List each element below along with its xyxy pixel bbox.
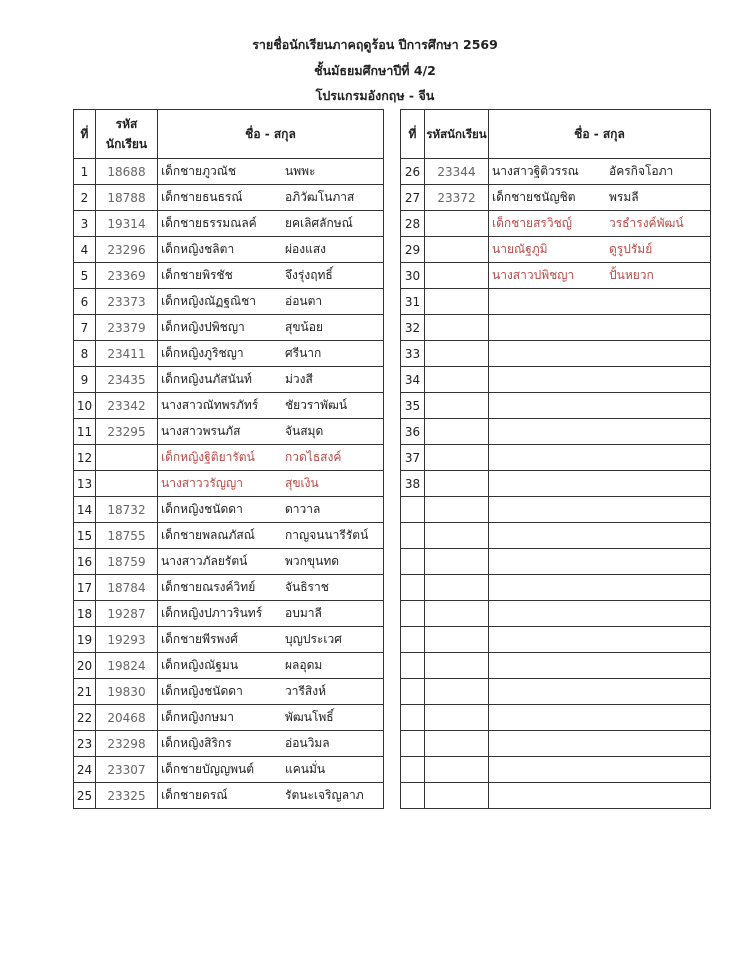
student-id: 18784 (96, 575, 158, 601)
row-number (401, 731, 425, 757)
table-row (74, 315, 384, 341)
first-name: เด็กชายบัญญพนต์ (161, 762, 255, 776)
student-id (425, 601, 489, 627)
table-row (401, 523, 711, 549)
table-row (74, 185, 384, 211)
table-header-row (74, 110, 384, 159)
first-name: เด็กหญิงฐิติยารัตน์ (161, 450, 255, 464)
row-number: 23 (74, 731, 96, 757)
table-row (401, 341, 711, 367)
student-id (425, 367, 489, 393)
row-number: 13 (74, 471, 96, 497)
row-number: 6 (74, 289, 96, 315)
table-row (74, 367, 384, 393)
row-number: 29 (401, 237, 425, 263)
row-number: 30 (401, 263, 425, 289)
student-id: 18688 (96, 159, 158, 185)
last-name: บุญประเวศ (285, 632, 342, 646)
first-name: เด็กชายชนัญชิต (492, 190, 576, 204)
student-id: 23342 (96, 393, 158, 419)
table-row (401, 549, 711, 575)
table-row (74, 679, 384, 705)
row-number: 25 (74, 783, 96, 809)
last-name: วารีสิงห์ (285, 684, 327, 698)
row-number: 34 (401, 367, 425, 393)
row-number: 10 (74, 393, 96, 419)
student-id: 18788 (96, 185, 158, 211)
first-name: เด็กหญิงณัฐมน (161, 658, 239, 672)
row-number: 38 (401, 471, 425, 497)
student-name (158, 471, 384, 497)
student-name (158, 575, 384, 601)
student-name (158, 367, 384, 393)
student-id: 23411 (96, 341, 158, 367)
student-id (96, 471, 158, 497)
first-name: เด็กหญิงนภัสนันท์ (161, 372, 252, 386)
student-name (489, 315, 711, 341)
student-id: 23435 (96, 367, 158, 393)
student-id: 23369 (96, 263, 158, 289)
table-header-row (401, 110, 711, 159)
student-name (489, 471, 711, 497)
student-id: 19287 (96, 601, 158, 627)
first-name: เด็กหญิงสิริกร (161, 736, 232, 750)
student-name (489, 211, 711, 237)
student-name (158, 315, 384, 341)
last-name: สุขเงิน (285, 476, 319, 490)
table-row (401, 783, 711, 809)
student-name (158, 445, 384, 471)
table-row (74, 497, 384, 523)
student-id: 18759 (96, 549, 158, 575)
row-number: 8 (74, 341, 96, 367)
table-row (401, 679, 711, 705)
student-name (489, 783, 711, 809)
student-id (425, 757, 489, 783)
student-id (425, 627, 489, 653)
student-id (425, 575, 489, 601)
last-name: ชัยวราพัฒน์ (285, 398, 348, 412)
student-name (158, 783, 384, 809)
student-name (489, 627, 711, 653)
student-id (425, 289, 489, 315)
last-name: ม่วงสี (285, 372, 313, 386)
first-name: เด็กหญิงปพิชญา (161, 320, 245, 334)
row-number: 14 (74, 497, 96, 523)
student-name (489, 445, 711, 471)
student-name (489, 705, 711, 731)
header-student-id: รหัสนักเรียน (425, 110, 489, 159)
last-name: ดาวาล (285, 502, 321, 516)
student-name (158, 289, 384, 315)
first-name: นางสาวภัลยรัตน์ (161, 554, 248, 568)
row-number: 15 (74, 523, 96, 549)
first-name: นางสาวฐิติวรรณ (492, 164, 579, 178)
student-name (489, 757, 711, 783)
student-id: 23296 (96, 237, 158, 263)
row-number: 19 (74, 627, 96, 653)
table-row (401, 289, 711, 315)
table-row (74, 731, 384, 757)
row-number: 31 (401, 289, 425, 315)
header-no: ที่ (74, 110, 96, 159)
student-id: 23372 (425, 185, 489, 211)
student-name (158, 549, 384, 575)
last-name: วรธำรงค์พัฒน์ (609, 216, 684, 230)
student-id (425, 653, 489, 679)
row-number (401, 679, 425, 705)
student-id: 23325 (96, 783, 158, 809)
row-number: 11 (74, 419, 96, 445)
first-name: เด็กชายสรวิชญ์ (492, 216, 572, 230)
student-name (158, 211, 384, 237)
table-row (74, 549, 384, 575)
row-number (401, 653, 425, 679)
last-name: รัตนะเจริญลาภ (285, 788, 364, 802)
table-body (74, 159, 384, 809)
student-name (489, 237, 711, 263)
student-id (425, 471, 489, 497)
student-id (425, 263, 489, 289)
student-id: 18755 (96, 523, 158, 549)
row-number (401, 627, 425, 653)
table-row (401, 731, 711, 757)
row-number: 9 (74, 367, 96, 393)
student-name (489, 159, 711, 185)
student-id: 23295 (96, 419, 158, 445)
last-name: อภิวัฒโนภาส (285, 190, 355, 204)
first-name: เด็กหญิงชลิตา (161, 242, 235, 256)
last-name: พวกขุนทด (285, 554, 340, 568)
document-title: รายชื่อนักเรียนภาคฤดูร้อน ปีการศึกษา 2569 (252, 37, 498, 52)
table-row (74, 757, 384, 783)
student-id: 19824 (96, 653, 158, 679)
header-student-id: รหัส นักเรียน (96, 110, 158, 159)
row-number: 33 (401, 341, 425, 367)
student-name (158, 731, 384, 757)
student-id (425, 705, 489, 731)
row-number: 12 (74, 445, 96, 471)
student-id (425, 549, 489, 575)
student-id: 23307 (96, 757, 158, 783)
student-name (158, 757, 384, 783)
table-row (401, 471, 711, 497)
table-row (74, 289, 384, 315)
class-level: ชั้นมัธยมศึกษาปีที่ 4/2 (314, 62, 436, 78)
row-number (401, 549, 425, 575)
table-row (74, 237, 384, 263)
row-number: 37 (401, 445, 425, 471)
row-number: 22 (74, 705, 96, 731)
student-name (158, 237, 384, 263)
table-row (74, 393, 384, 419)
last-name: ผ่องแสง (285, 242, 327, 256)
table-row (74, 783, 384, 809)
first-name: เด็กชายพิรชัช (161, 268, 233, 282)
row-number: 35 (401, 393, 425, 419)
document-header (0, 32, 750, 109)
row-number: 2 (74, 185, 96, 211)
last-name: ดูรูปรัมย์ (609, 242, 653, 256)
row-number: 36 (401, 419, 425, 445)
first-name: นางสาวพรนภัส (161, 424, 241, 438)
table-row (401, 211, 711, 237)
table-row (401, 445, 711, 471)
student-id (425, 393, 489, 419)
student-name (489, 731, 711, 757)
last-name: อ่อนวิมล (285, 736, 330, 750)
last-name: พัฒนโพธิ์ (285, 710, 334, 724)
first-name: นางสาวปพิชญา (492, 268, 575, 282)
table-row (74, 601, 384, 627)
student-id: 23373 (96, 289, 158, 315)
student-table-left (73, 109, 384, 809)
header-name: ชื่อ - สกุล (158, 110, 384, 159)
student-name (489, 341, 711, 367)
table-row (74, 471, 384, 497)
row-number (401, 601, 425, 627)
student-name (489, 263, 711, 289)
first-name: เด็กชายณรงค์วิทย์ (161, 580, 256, 594)
last-name: จันสมุด (285, 424, 324, 438)
first-name: เด็กหญิงกษมา (161, 710, 234, 724)
table-row (401, 497, 711, 523)
student-name (489, 653, 711, 679)
first-name: นางสาวณัทพรภัทร์ (161, 398, 259, 412)
row-number: 32 (401, 315, 425, 341)
first-name: เด็กชายพีรพงศ์ (161, 632, 238, 646)
table-row (401, 185, 711, 211)
row-number: 5 (74, 263, 96, 289)
row-number: 16 (74, 549, 96, 575)
row-number: 28 (401, 211, 425, 237)
student-name (489, 289, 711, 315)
table-row (74, 445, 384, 471)
student-name (489, 523, 711, 549)
header-no: ที่ (401, 110, 425, 159)
student-name (489, 367, 711, 393)
last-name: ศรีนาก (285, 346, 322, 360)
row-number: 26 (401, 159, 425, 185)
table-row (401, 705, 711, 731)
table-row (401, 237, 711, 263)
row-number: 17 (74, 575, 96, 601)
row-number: 1 (74, 159, 96, 185)
table-row (74, 263, 384, 289)
row-number: 27 (401, 185, 425, 211)
row-number: 18 (74, 601, 96, 627)
row-number (401, 705, 425, 731)
student-id (425, 211, 489, 237)
program-name: โปรแกรมอังกฤษ - จีน (315, 88, 435, 103)
student-name (158, 393, 384, 419)
first-name: เด็กหญิงณัฏฐณิชา (161, 294, 256, 308)
student-id: 18732 (96, 497, 158, 523)
table-row (401, 757, 711, 783)
student-name (158, 627, 384, 653)
first-name: เด็กชายพลณภัสณ์ (161, 528, 255, 542)
table-body (401, 159, 711, 809)
row-number (401, 575, 425, 601)
student-name (489, 549, 711, 575)
first-name: เด็กชายธนธรณ์ (161, 190, 243, 204)
student-name (158, 263, 384, 289)
table-row (74, 575, 384, 601)
student-name (489, 393, 711, 419)
table-row (401, 575, 711, 601)
student-name (489, 419, 711, 445)
table-row (401, 263, 711, 289)
row-number: 24 (74, 757, 96, 783)
student-id (425, 497, 489, 523)
row-number (401, 523, 425, 549)
last-name: กวดไธสงค์ (285, 450, 342, 464)
table-row (74, 653, 384, 679)
table-row (74, 419, 384, 445)
table-row (401, 627, 711, 653)
last-name: อบมาลี (285, 606, 322, 620)
student-id: 19830 (96, 679, 158, 705)
last-name: จึงรุ่งฤทธิ์ (285, 268, 333, 282)
student-name (489, 185, 711, 211)
row-number: 21 (74, 679, 96, 705)
student-name (489, 679, 711, 705)
last-name: นพพะ (285, 164, 316, 178)
table-row (401, 315, 711, 341)
student-id: 19314 (96, 211, 158, 237)
row-number (401, 783, 425, 809)
student-name (158, 523, 384, 549)
student-id: 23344 (425, 159, 489, 185)
row-number (401, 757, 425, 783)
student-id (425, 315, 489, 341)
student-name (158, 679, 384, 705)
first-name: เด็กชายธรรมณลค์ (161, 216, 257, 230)
first-name: เด็กหญิงปภาวรินทร์ (161, 606, 263, 620)
last-name: สุขน้อย (285, 320, 323, 334)
student-name (158, 341, 384, 367)
student-name (489, 575, 711, 601)
table-row (74, 341, 384, 367)
student-id: 23379 (96, 315, 158, 341)
student-id (96, 445, 158, 471)
first-name: นายณัฐภูมิ (492, 242, 548, 256)
first-name: นางสาววรัญญา (161, 476, 243, 490)
last-name: ยคเลิศลักษณ์ (285, 216, 353, 230)
first-name: เด็กหญิงชนัดดา (161, 684, 243, 698)
student-id: 23298 (96, 731, 158, 757)
student-id (425, 731, 489, 757)
first-name: เด็กหญิงชนัดดา (161, 502, 243, 516)
student-table-right (400, 109, 711, 809)
table-row (74, 705, 384, 731)
student-name (158, 419, 384, 445)
student-name (158, 497, 384, 523)
student-name (158, 185, 384, 211)
table-row (401, 601, 711, 627)
row-number: 3 (74, 211, 96, 237)
student-name (158, 601, 384, 627)
table-row (74, 523, 384, 549)
student-name (158, 705, 384, 731)
row-number: 20 (74, 653, 96, 679)
row-number: 4 (74, 237, 96, 263)
table-row (401, 419, 711, 445)
row-number: 7 (74, 315, 96, 341)
table-row (74, 627, 384, 653)
student-id (425, 341, 489, 367)
first-name: เด็กชายภูวณัช (161, 164, 236, 178)
student-name (158, 653, 384, 679)
header-name: ชื่อ - สกุล (489, 110, 711, 159)
student-name (489, 497, 711, 523)
first-name: เด็กชายดรณ์ (161, 788, 228, 802)
last-name: จันธิราช (285, 580, 329, 594)
last-name: แคนมั่น (285, 762, 326, 776)
student-id: 20468 (96, 705, 158, 731)
student-id (425, 679, 489, 705)
student-id (425, 523, 489, 549)
student-id (425, 445, 489, 471)
last-name: อ่อนตา (285, 294, 323, 308)
table-row (401, 393, 711, 419)
student-id (425, 419, 489, 445)
student-id (425, 237, 489, 263)
student-id: 19293 (96, 627, 158, 653)
last-name: กาญจนนารีรัตน์ (285, 528, 369, 542)
last-name: ผลอุดม (285, 658, 323, 672)
last-name: ปั้นหยวก (609, 268, 654, 282)
table-row (74, 159, 384, 185)
table-row (401, 367, 711, 393)
table-row (401, 653, 711, 679)
table-row (401, 159, 711, 185)
row-number (401, 497, 425, 523)
last-name: พรมลี (609, 190, 639, 204)
first-name: เด็กหญิงภูริชญา (161, 346, 244, 360)
student-id (425, 783, 489, 809)
last-name: อัครกิจโอภา (609, 164, 674, 178)
student-name (158, 159, 384, 185)
student-name (489, 601, 711, 627)
table-row (74, 211, 384, 237)
